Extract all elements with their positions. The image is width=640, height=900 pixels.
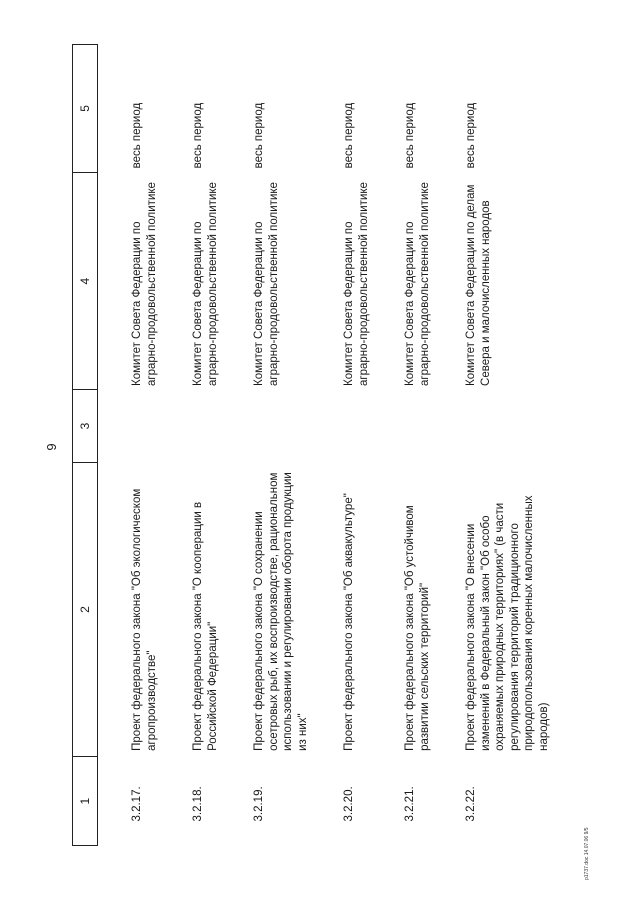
page-number: 9: [44, 443, 59, 451]
item-number: 3.2.18.: [192, 786, 204, 822]
item-name: Проект федерального закона "Об устойчивом развитии сельских территорий": [404, 505, 431, 751]
item-number: 3.2.17.: [131, 786, 143, 822]
item-responsible: Комитет Совета Федерации по аграрно-продовольственной политике: [131, 182, 158, 386]
item-col3: [220, 390, 310, 462]
item-name: Проект федерального закона "О кооперации в Российской Федерации": [192, 501, 219, 751]
item-term: весь период: [253, 102, 265, 169]
table-row: [432, 45, 551, 846]
item-col3: [159, 390, 220, 462]
item-col3: [371, 390, 432, 462]
table-row: [220, 45, 310, 846]
item-number: 3.2.21.: [404, 786, 416, 822]
header-col-4: 4: [73, 172, 98, 390]
item-responsible: Комитет Совета Федерации по аграрно-продовольственной политике: [192, 182, 219, 386]
item-responsible: Комитет Совета Федерации по аграрно-продовольственной политике: [404, 182, 431, 386]
table-row: [98, 45, 160, 846]
header-col-2: 2: [73, 462, 98, 757]
item-term: весь период: [343, 102, 355, 169]
table-row: [371, 45, 432, 846]
file-reference-note: р1737.doc 14.07.06 9/5: [584, 827, 590, 880]
item-term: весь период: [192, 102, 204, 169]
header-col-1: 1: [73, 757, 98, 846]
item-name: Проект федерального закона "Об экологическом агропроизводстве": [131, 488, 158, 751]
table-header-row: [73, 45, 98, 846]
item-term: весь период: [131, 102, 143, 169]
item-term: весь период: [404, 102, 416, 169]
item-name: Проект федерального закона "О внесении изменений в Федеральный закон "Об особо охраняемых природных территориях" (в части регулирования территорий традиционного природопользования коренных малочисленных народов): [465, 495, 550, 751]
table-row: [159, 45, 220, 846]
header-col-5: 5: [73, 45, 98, 173]
item-col3: [432, 390, 551, 462]
item-number: 3.2.20.: [343, 786, 355, 822]
item-term: весь период: [465, 102, 477, 169]
item-responsible: Комитет Совета Федерации по аграрно-продовольственной политике: [253, 182, 280, 386]
table-row: [310, 45, 371, 846]
item-name: Проект федерального закона "Об аквакультуре": [343, 493, 355, 751]
item-name: Проект федерального закона "О сохранении осетровых рыб, их воспроизводстве, рациональном использовании и регулировании оборота продукции из них": [253, 472, 309, 751]
plan-table: [72, 44, 551, 846]
header-col-3: 3: [73, 390, 98, 462]
item-col3: [98, 390, 160, 462]
item-col3: [310, 390, 371, 462]
item-number: 3.2.19.: [253, 786, 265, 822]
item-responsible: Комитет Совета Федерации по делам Севера и малочисленных народов: [465, 184, 492, 386]
item-number: 3.2.22.: [465, 786, 477, 822]
item-responsible: Комитет Совета Федерации по аграрно-продовольственной политике: [343, 182, 370, 386]
